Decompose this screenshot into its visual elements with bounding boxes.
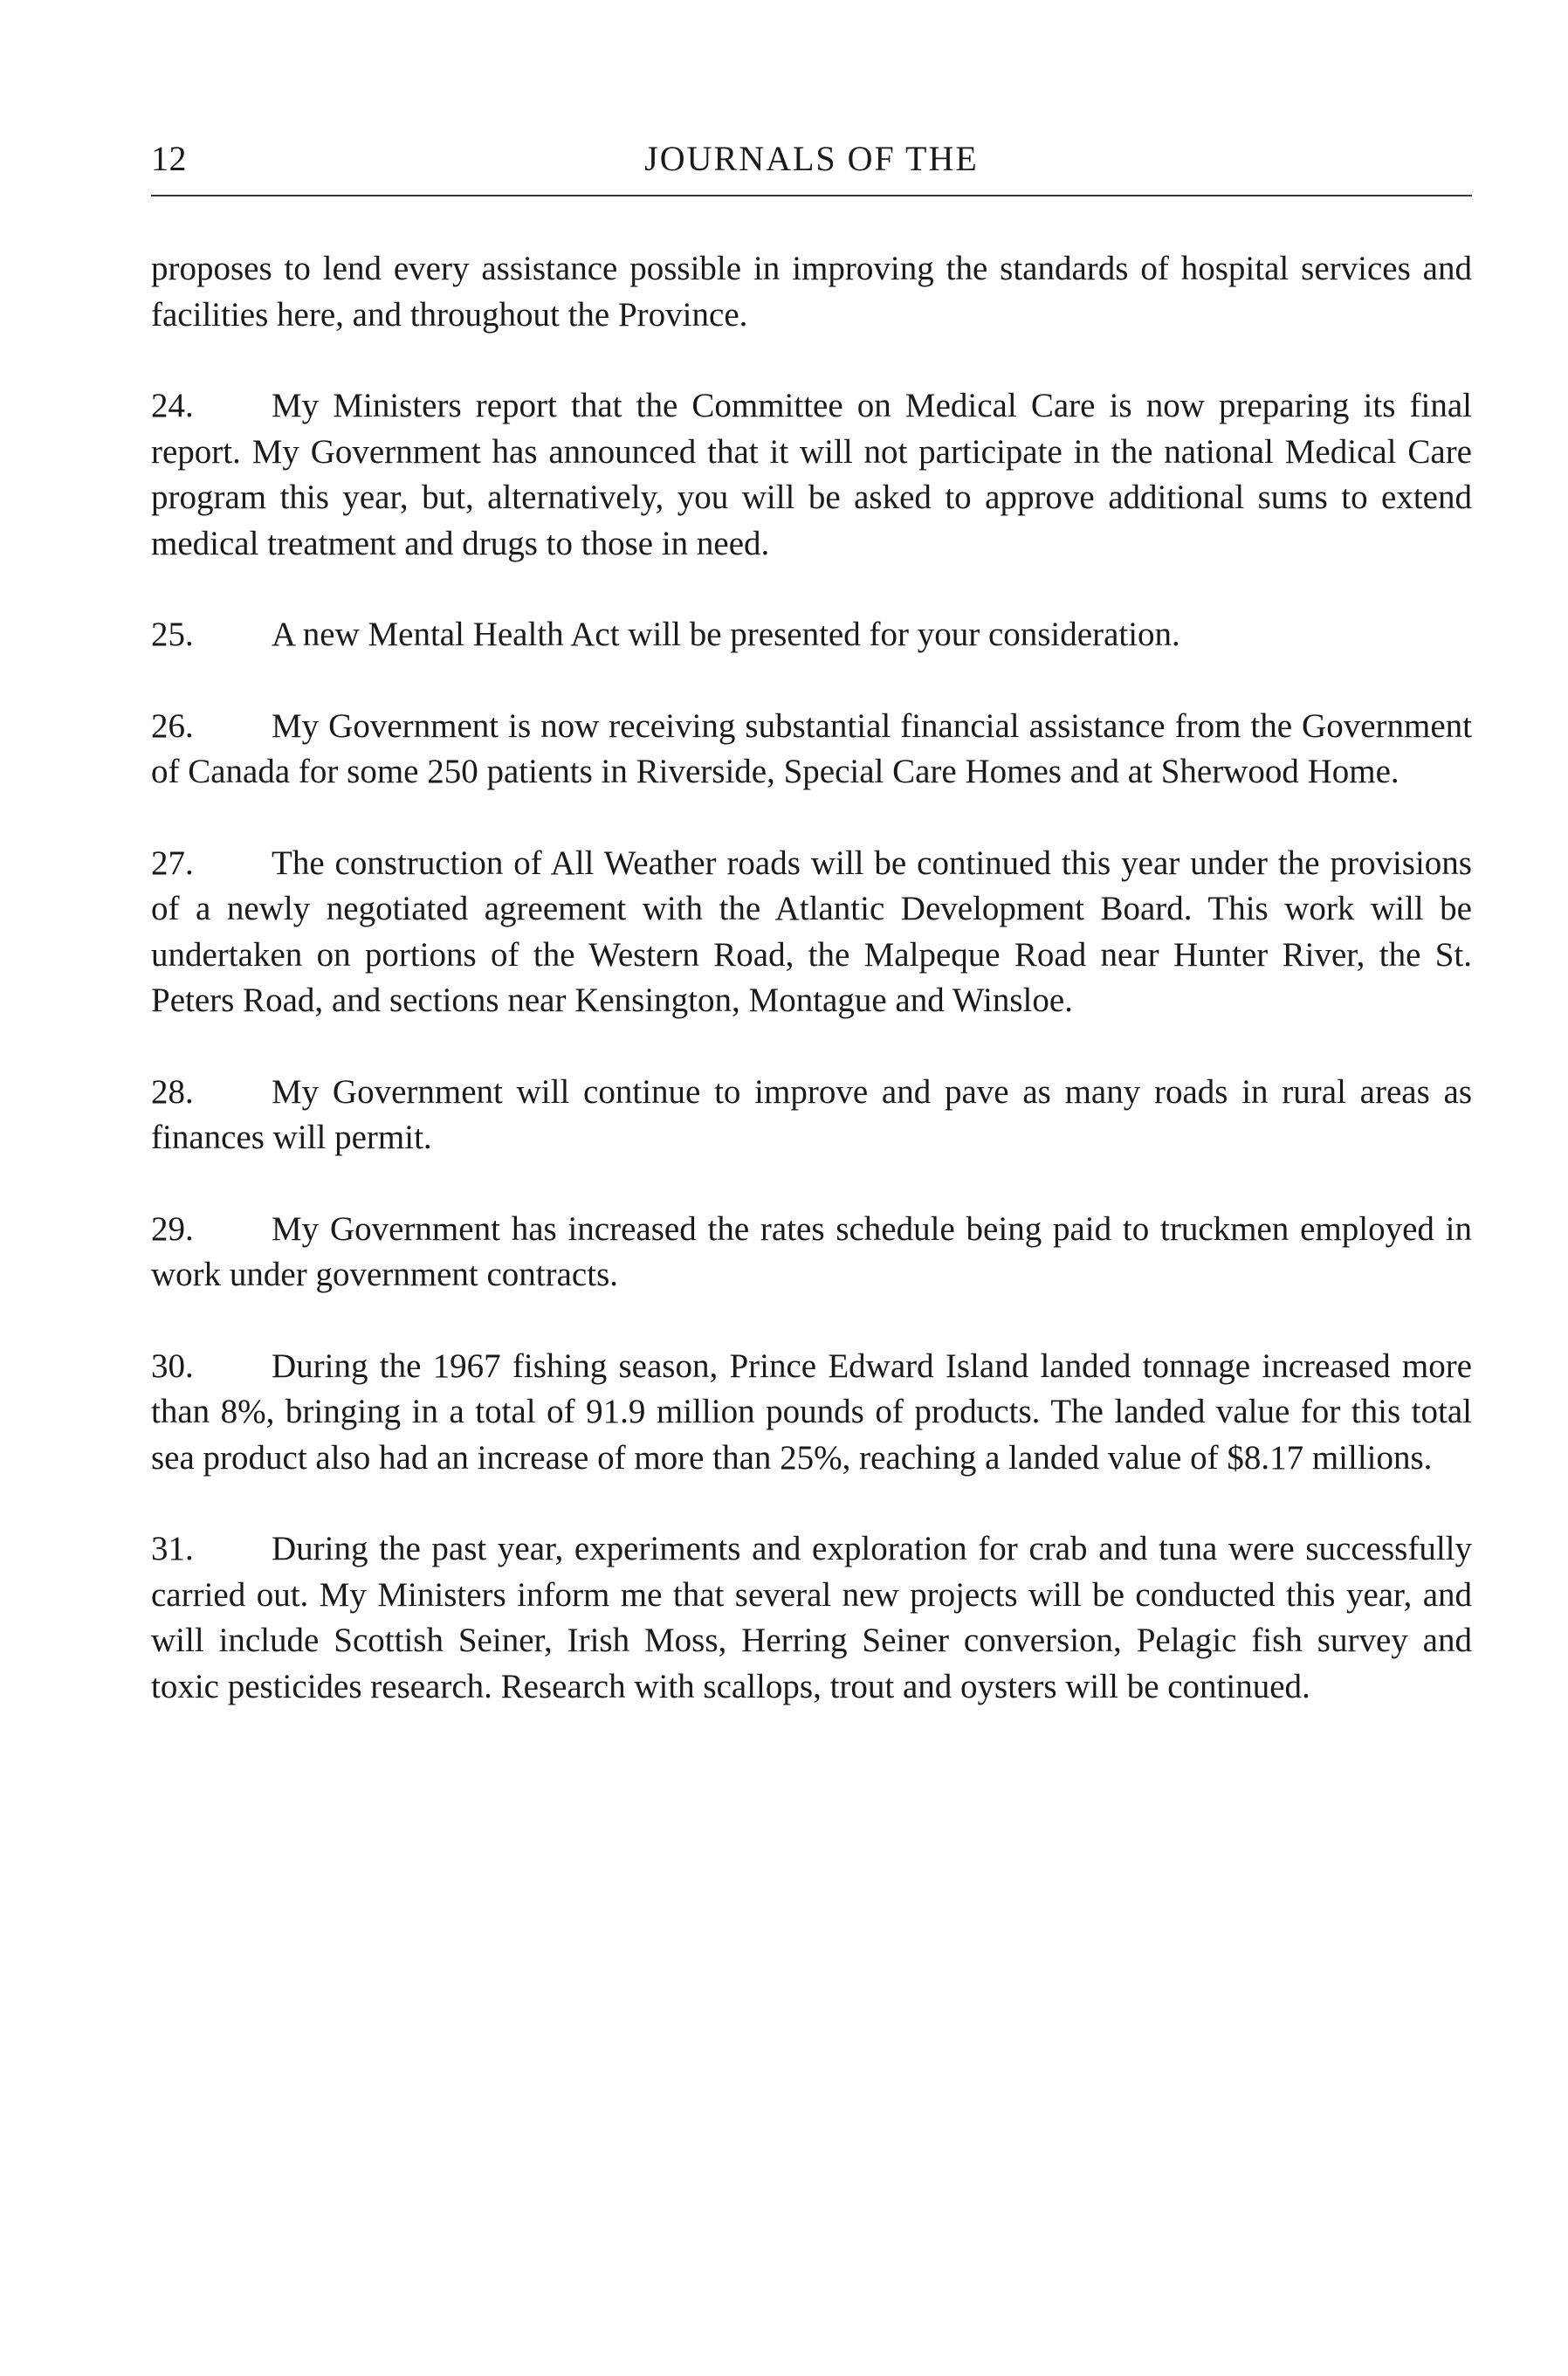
page-number: 12	[151, 139, 187, 178]
paragraph-31	[151, 1526, 1472, 1710]
paragraph-28	[151, 1070, 1472, 1161]
running-header	[151, 138, 1472, 187]
paragraph-text: During the 1967 fishing season, Prince Edward Island landed tonnage increased more than 8%, bringing in a total of 91.9 million pounds of products. The landed value for this total sea product also had an increase of more than 25%, reaching a landed value of $8.17 millions.	[151, 1346, 1472, 1477]
paragraph-number: 26.	[151, 706, 194, 745]
header-rule	[151, 195, 1472, 196]
paragraph-text: My Government is now receiving substantial financial assistance from the Government of Canada for some 250 patients in Riverside, Special Care Homes and at Sherwood Home.	[151, 706, 1472, 790]
paragraph-26	[151, 704, 1472, 795]
paragraph-text: The construction of All Weather roads will be continued this year under the provisions of a newly negotiated agreement with the Atlantic Development Board. This work will be undertaken on portions of the Western Road, the Malpeque Road near Hunter River, the St. Peters Road, and sections near Kensington, Montague and Winsloe.	[151, 844, 1472, 1019]
paragraph-text: During the past year, experiments and exploration for crab and tuna were successfully carried out. My Ministers inform me that several new projects will be conducted this year, and will include Scottish Seiner, Irish Moss, Herring Seiner conversion, Pelagic fish survey and toxic pesticides research. Research with scallops, trout and oysters will be continued.	[151, 1530, 1472, 1705]
paragraph-25	[151, 612, 1472, 658]
paragraph-continuation	[151, 246, 1472, 338]
paragraph-29	[151, 1207, 1472, 1298]
paragraph-text: proposes to lend every assistance possible in improving the standards of hospital services and facilities here, and throughout the Province.	[151, 250, 1472, 334]
paragraph-number: 27.	[151, 844, 194, 882]
paragraph-30	[151, 1344, 1472, 1482]
paragraph-number: 24.	[151, 387, 194, 424]
paragraph-27	[151, 841, 1472, 1024]
paragraph-text: My Ministers report that the Committee on Medical Care is now preparing its final report. My Government has announced that it will not participate in the national Medical Care program this year, but, alternatively, you will be asked to approve additional sums to extend medical treatment and drugs to those in need.	[151, 387, 1472, 562]
paragraph-number: 30.	[151, 1346, 194, 1385]
paragraph-number: 25.	[151, 616, 194, 653]
paragraph-text: A new Mental Health Act will be presented for your consideration.	[272, 616, 1180, 653]
paragraph-text: My Government has increased the rates schedule being paid to truckmen employed in work under government contracts.	[151, 1209, 1472, 1293]
paragraph-number: 29.	[151, 1209, 194, 1248]
paragraph-text: My Government will continue to improve and pave as many roads in rural areas as finances will permit.	[151, 1072, 1472, 1156]
paragraph-number: 28.	[151, 1072, 194, 1111]
paragraph-24	[151, 383, 1472, 567]
body-text	[151, 246, 1472, 1755]
running-title: JOURNALS OF THE	[644, 139, 979, 178]
paragraph-number: 31.	[151, 1530, 194, 1567]
